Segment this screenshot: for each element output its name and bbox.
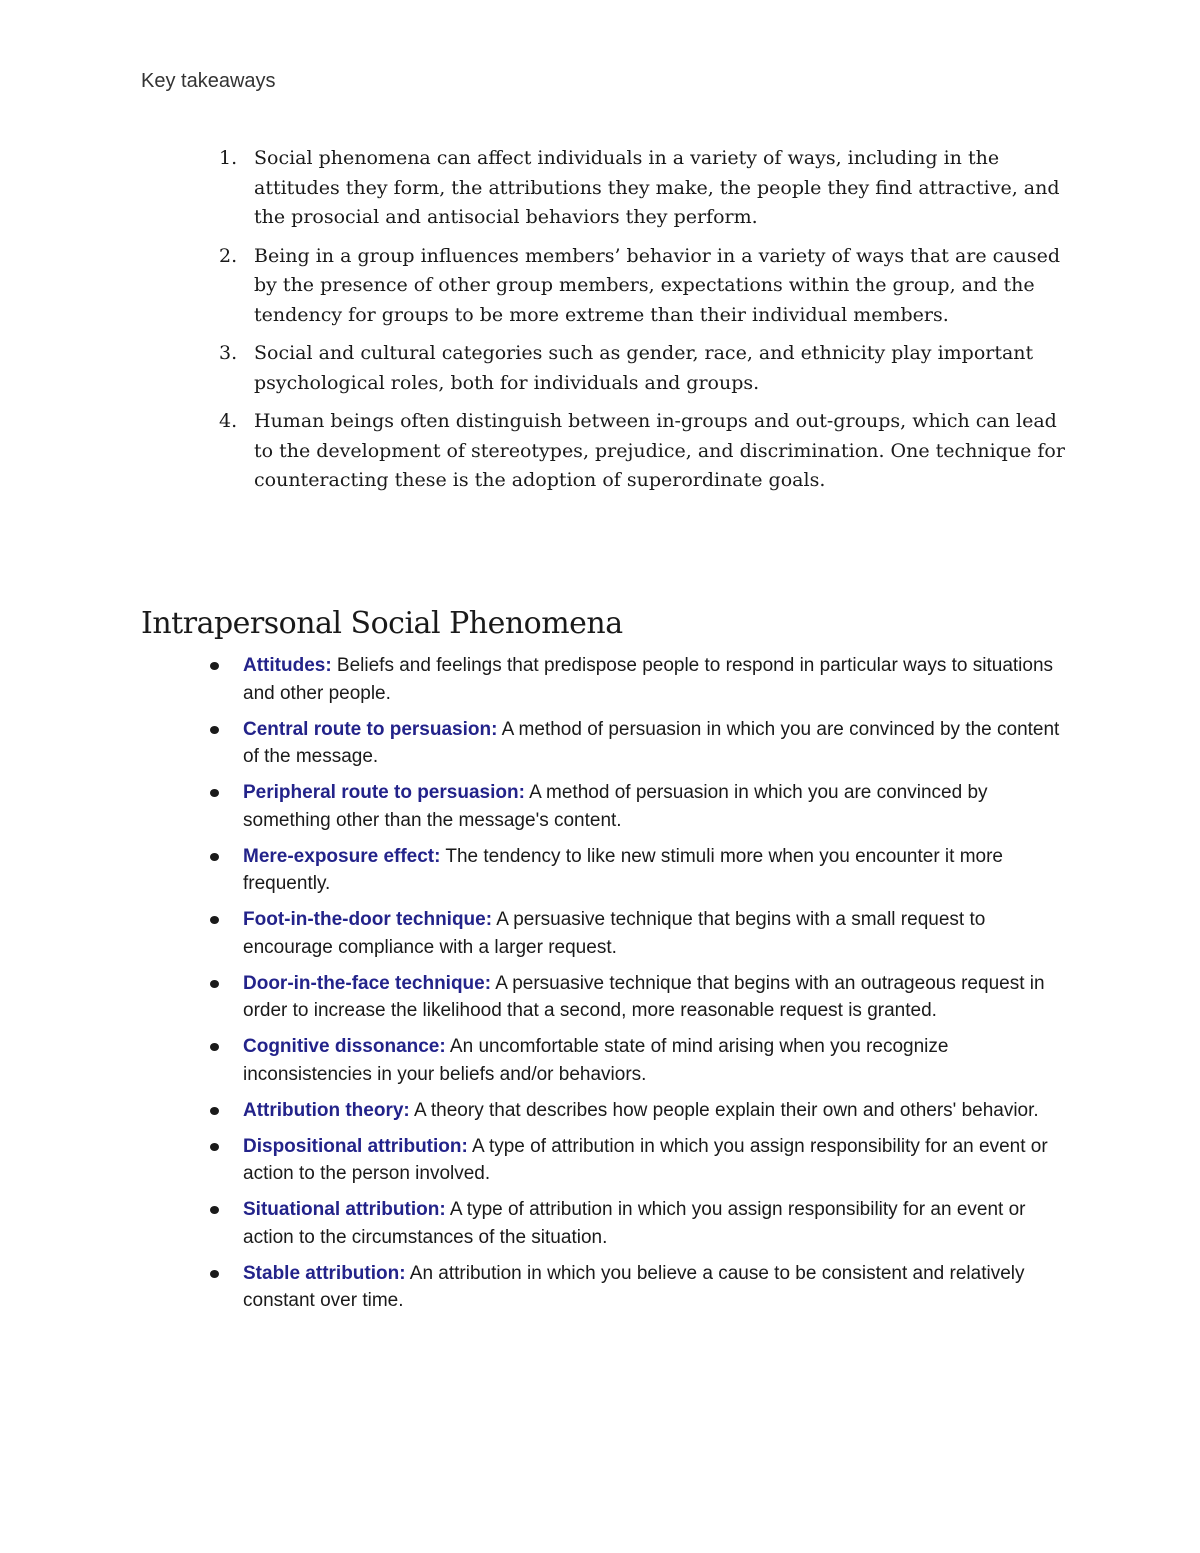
glossary-definition: A type of attribution in which you assign responsibility for an event or action to the circumstances of the situation. bbox=[243, 1199, 1026, 1248]
glossary-definition: A type of attribution in which you assign responsibility for an event or action to the person involved. bbox=[243, 1135, 1048, 1184]
glossary-item bbox=[200, 1260, 1070, 1315]
bullet-icon bbox=[210, 1206, 219, 1214]
glossary-item bbox=[200, 716, 1070, 771]
bullet-icon bbox=[210, 1270, 219, 1278]
glossary-term: Cognitive dissonance: bbox=[243, 1036, 446, 1057]
glossary-item bbox=[200, 1033, 1070, 1088]
glossary-term: Stable attribution: bbox=[243, 1262, 406, 1284]
glossary-term: Peripheral route to persuasion: bbox=[243, 782, 525, 803]
takeaway-number: 4. bbox=[219, 410, 238, 432]
takeaway-number: 1. bbox=[219, 147, 238, 169]
glossary-item bbox=[200, 1196, 1070, 1251]
bullet-icon bbox=[210, 1143, 219, 1151]
glossary-term: Situational attribution: bbox=[243, 1199, 446, 1220]
takeaway-item bbox=[200, 339, 1070, 398]
glossary-definition: The tendency to like new stimuli more when you encounter it more frequently. bbox=[243, 845, 1003, 894]
takeaway-text: Social and cultural categories such as gender, race, and ethnicity play important psychological roles, both for individuals and groups. bbox=[254, 342, 1034, 394]
section-heading: Intrapersonal Social Phenomena bbox=[141, 606, 623, 641]
takeaway-text: Human beings often distinguish between in-groups and out-groups, which can lead to the development of stereotypes, prejudice, and discrimination. One technique for counteracting these is the adoption of superordinate goals. bbox=[254, 410, 1065, 491]
bullet-icon bbox=[210, 916, 219, 924]
glossary-term: Attitudes: bbox=[243, 655, 332, 676]
glossary-item bbox=[200, 779, 1070, 834]
glossary-term: Central route to persuasion: bbox=[243, 718, 498, 740]
glossary-definition: An uncomfortable state of mind arising when you recognize inconsistencies in your beliefs and/or behaviors. bbox=[243, 1036, 949, 1085]
glossary-item bbox=[200, 843, 1070, 898]
glossary-item bbox=[200, 970, 1070, 1025]
glossary-definition: An attribution in which you believe a cause to be consistent and relatively constant over time. bbox=[243, 1262, 1025, 1311]
glossary-list bbox=[200, 652, 1070, 1323]
takeaway-text: Social phenomena can affect individuals in a variety of ways, including in the attitudes they form, the attributions they make, the people they find attractive, and the prosocial and antisocial behaviors they perform. bbox=[254, 147, 1060, 228]
glossary-definition: Beliefs and feelings that predispose people to respond in particular ways to situations and other people. bbox=[243, 655, 1054, 704]
glossary-definition: A method of persuasion in which you are convinced by the content of the message. bbox=[243, 718, 1060, 767]
takeaway-number: 2. bbox=[219, 244, 238, 267]
glossary-term: Attribution theory: bbox=[243, 1099, 410, 1121]
glossary-term: Door-in-the-face technique: bbox=[243, 972, 492, 994]
bullet-icon bbox=[210, 980, 219, 988]
key-takeaways-list bbox=[200, 144, 1070, 505]
bullet-icon bbox=[210, 662, 219, 670]
glossary-item bbox=[200, 1133, 1070, 1188]
glossary-definition: A theory that describes how people explain their own and others' behavior. bbox=[409, 1099, 1039, 1121]
glossary-item bbox=[200, 1097, 1070, 1125]
glossary-term: Dispositional attribution: bbox=[243, 1135, 468, 1157]
glossary-definition: A persuasive technique that begins with an outrageous request in order to increase the likelihood that a second, more reasonable request is granted. bbox=[243, 972, 1045, 1021]
glossary-definition: A persuasive technique that begins with a small request to encourage compliance with a larger request. bbox=[243, 909, 986, 958]
glossary-definition: A method of persuasion in which you are convinced by something other than the message's content. bbox=[243, 782, 988, 831]
takeaway-item bbox=[200, 144, 1070, 233]
glossary-term: Foot-in-the-door technique: bbox=[243, 909, 493, 930]
takeaway-item bbox=[200, 407, 1070, 496]
bullet-icon bbox=[210, 1107, 219, 1115]
page-header-title: Key takeaways bbox=[141, 70, 276, 92]
takeaway-item bbox=[200, 242, 1070, 331]
bullet-icon bbox=[210, 726, 219, 734]
glossary-item bbox=[200, 652, 1070, 707]
takeaway-text: Being in a group influences members’ behavior in a variety of ways that are caused by the presence of other group members, expectations within the group, and the tendency for groups to be more extreme than their individual members. bbox=[254, 244, 1061, 326]
bullet-icon bbox=[210, 853, 219, 861]
glossary-term: Mere-exposure effect: bbox=[243, 845, 441, 867]
glossary-item bbox=[200, 906, 1070, 961]
bullet-icon bbox=[210, 789, 219, 797]
bullet-icon bbox=[210, 1043, 219, 1051]
takeaway-number: 3. bbox=[219, 342, 238, 364]
